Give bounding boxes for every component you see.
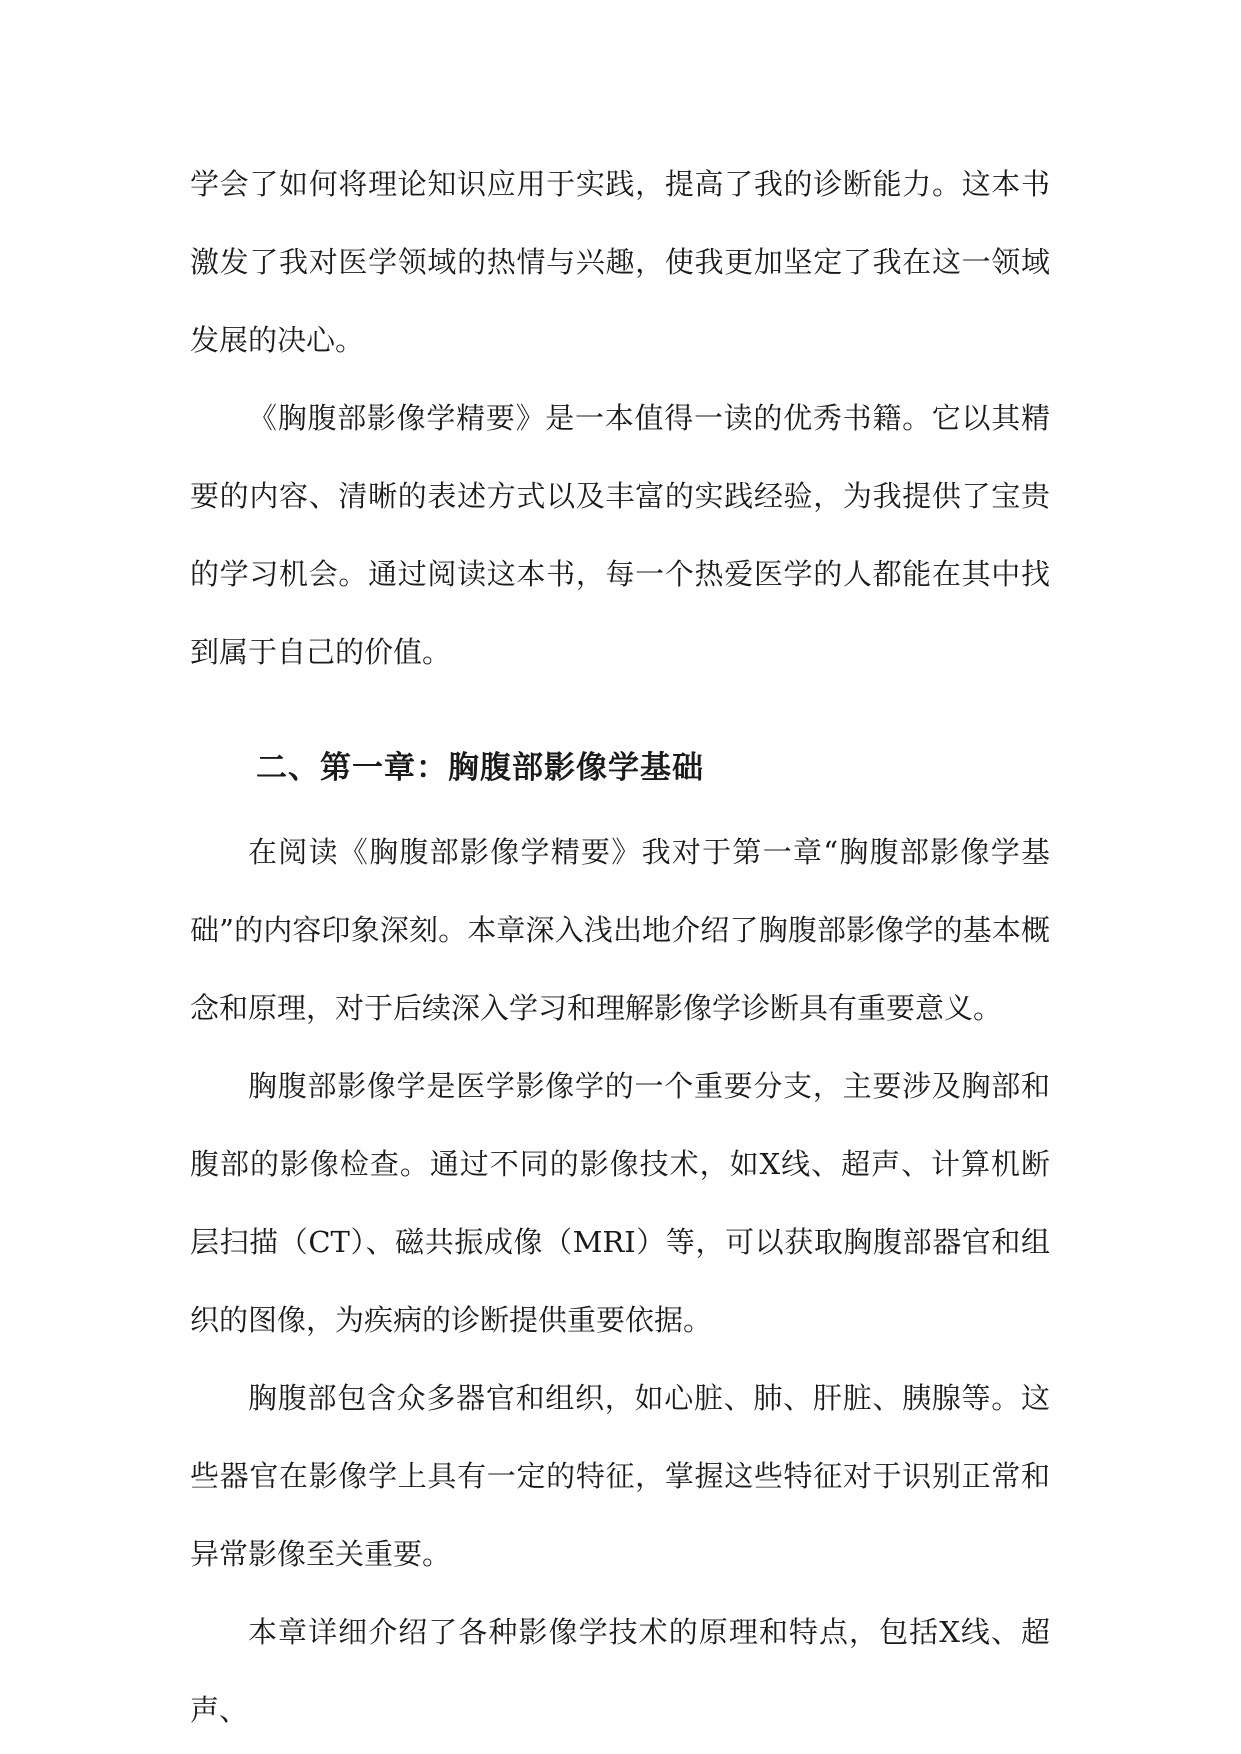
section-heading: 二、第一章：胸腹部影像学基础 [256, 750, 704, 786]
paragraph-summary: 《胸腹部影像学精要》是一本值得一读的优秀书籍。它以其精要的内容、清晰的表述方式以及丰富的实践经验，为我提供了宝贵的学习机会。通过阅读这本书，每一个热爱医学的人都能在其中找到属于自己的价值。 [190, 401, 1050, 669]
paragraph-continuation: 学会了如何将理论知识应用于实践，提高了我的诊断能力。这本书激发了我对医学领域的热情与兴趣，使我更加坚定了我在这一领域发展的决心。 [190, 167, 1050, 357]
document-page [190, 145, 1050, 1749]
paragraph-organs: 胸腹部包含众多器官和组织，如心脏、肺、肝脏、胰腺等。这些器官在影像学上具有一定的特征，掌握这些特征对于识别正常和异常影像至关重要。 [190, 1381, 1050, 1571]
paragraph-imaging-definition: 胸腹部影像学是医学影像学的一个重要分支，主要涉及胸部和腹部的影像检查。通过不同的影像技术，如X线、超声、计算机断层扫描（CT）、磁共振成像（MRI）等，可以获取胸腹部器官和组织的图像，为疾病的诊断提供重要依据。 [190, 1069, 1050, 1337]
paragraph-chapter-intro: 在阅读《胸腹部影像学精要》我对于第一章“胸腹部影像学基础”的内容印象深刻。本章深入浅出地介绍了胸腹部影像学的基本概念和原理，对于后续深入学习和理解影像学诊断具有重要意义。 [190, 835, 1050, 1025]
paragraph-techniques: 本章详细介绍了各种影像学技术的原理和特点，包括X线、超声、 [190, 1615, 1050, 1727]
